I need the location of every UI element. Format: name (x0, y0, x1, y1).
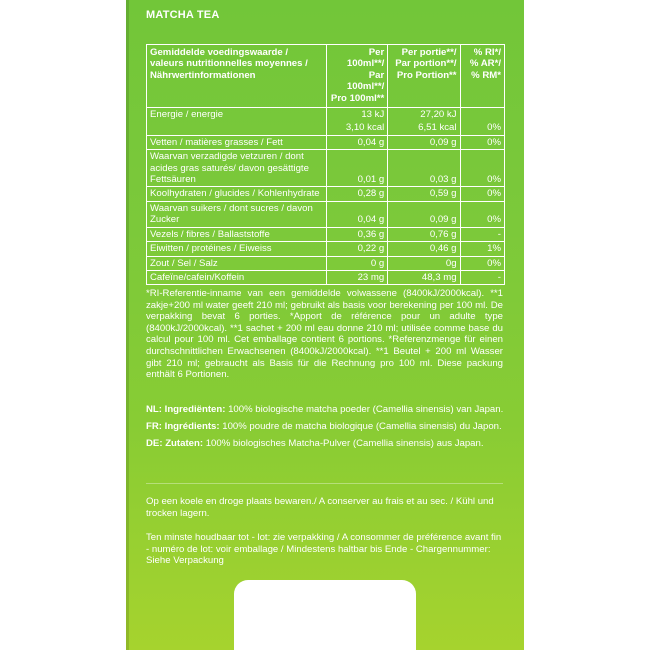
ingredients-nl-label: NL: Ingrediënten: (146, 404, 226, 415)
value-reference-intake: 0% (460, 135, 504, 149)
value-reference-intake: 0% (460, 256, 504, 270)
value-per-portion: 0g (388, 256, 460, 270)
value-per-100ml: 0,22 g (326, 242, 387, 256)
nutrient-name: Zout / Sel / Salz (150, 257, 218, 269)
nutrition-table (147, 45, 504, 285)
value-reference-intake: 1% (460, 242, 504, 256)
value-reference-intake: 0% (460, 150, 504, 187)
value-reference-intake (460, 108, 504, 122)
value-per-portion: 0,03 g (388, 150, 460, 187)
ingredients-fr (146, 421, 506, 433)
nutrient-name: Koolhydraten / glucides / Kohlenhydrate (150, 188, 320, 200)
nutrition-row (147, 201, 504, 227)
nutrition-row (147, 135, 504, 149)
value-per-100ml: 0,36 g (326, 227, 387, 241)
ingredients-fr-text: 100% poudre de matcha biologique (Camellia sinensis) du Japon. (219, 421, 502, 432)
header-nutrient: Gemiddelde voedingswaarde / valeurs nutritionnelles moyennes / Nährwertinformationen (147, 45, 326, 108)
nutrition-table-container (146, 44, 505, 285)
value-per-portion: 0,09 g (388, 135, 460, 149)
ingredients-de (146, 438, 506, 450)
nutrition-row (147, 256, 504, 270)
ingredients-de-text: 100% biologisches Matcha-Pulver (Camellia sinensis) aus Japan. (203, 438, 484, 449)
value-per-portion: 6,51 kcal (388, 121, 460, 135)
storage-instructions: Op een koele en droge plaats bewaren./ A conserver au frais et au sec. / Kühl und trocken lagern. (146, 496, 494, 519)
ingredients-fr-label: FR: Ingrédients: (146, 421, 220, 432)
nutrition-row (147, 242, 504, 256)
nutrition-row (147, 270, 504, 284)
nutrient-name: Vetten / matières grasses / Fett (150, 136, 283, 148)
value-per-portion: 48,3 mg (388, 270, 460, 284)
nutrition-row (147, 121, 504, 135)
header-per-100ml: Per 100ml**/ Par 100ml**/ Pro 100ml** (326, 45, 387, 108)
header-per-portion: Per portie**/ Par portion**/ Pro Portion** (388, 45, 460, 108)
best-before-info: Ten minste houdbaar tot - lot: zie verpakking / A consommer de préférence avant fin - numéro de lot: voir emballage / Mindestens haltbar bis Ende - Chargennummer: Siehe Verpackung (146, 532, 502, 567)
reference-intake-footnote: *RI-Referentie-inname van een gemiddelde volwassene (8400kJ/2000kcal). **1 zakje+200 ml water geeft 210 ml; gebruikt als basis voor berekening per 100 ml. De verpakking bevat 6 porties. *Apport de référence pour un adulte type (8400kJ/2000kcal). **1 sachet + 200 ml eau donne 210 ml; utilisée comme base du calcul pour 100 ml. Cet emballage contient 6 portions. *Referenzmenge für einen durchschnittlichen Erwachsenen (8400kJ/2000kcal). **1 Beutel + 200 ml Wasser gibt 210 ml; gebraucht als Basis für die Rechnung pro 100 ml. Diese packung enthält 6 Portionen. (146, 288, 503, 381)
ingredients-nl (146, 404, 506, 416)
value-per-100ml: 0,04 g (326, 201, 387, 227)
nutrition-row (147, 187, 504, 201)
nutrient-name: Cafeïne/cafein/Koffein (150, 271, 245, 283)
product-label-panel (126, 0, 524, 650)
section-divider (146, 483, 503, 484)
nutrition-table-header-row (147, 45, 504, 108)
header-reference-intake: % RI*/ % AR*/ % RM* (460, 45, 504, 108)
value-reference-intake: - (460, 227, 504, 241)
value-reference-intake: 0% (460, 121, 504, 135)
nutrient-name: Eiwitten / protéines / Eiweiss (150, 243, 272, 255)
nutrient-name: Energie / energie (150, 109, 224, 121)
value-reference-intake: 0% (460, 187, 504, 201)
value-per-portion: 27,20 kJ (388, 108, 460, 122)
batch-label-area (234, 580, 416, 650)
value-per-portion: 0,76 g (388, 227, 460, 241)
value-per-portion: 0,59 g (388, 187, 460, 201)
value-per-100ml: 23 mg (326, 270, 387, 284)
ingredients-de-label: DE: Zutaten: (146, 438, 204, 449)
nutrition-table-body (147, 108, 504, 285)
nutrient-name: Waarvan suikers / dont sucres / davon Zucker (150, 202, 313, 226)
value-per-100ml: 3,10 kcal (326, 121, 387, 135)
ingredients-nl-text: 100% biologische matcha poeder (Camellia sinensis) van Japan. (225, 404, 504, 415)
value-per-100ml: 0,28 g (326, 187, 387, 201)
product-title: MATCHA TEA (146, 9, 220, 21)
nutrient-name: Vezels / fibres / Ballaststoffe (150, 228, 270, 240)
value-per-portion: 0,09 g (388, 201, 460, 227)
nutrient-name (147, 121, 326, 135)
nutrition-row (147, 227, 504, 241)
value-reference-intake: 0% (460, 201, 504, 227)
nutrition-row (147, 108, 504, 122)
value-reference-intake: - (460, 270, 504, 284)
value-per-100ml: 0,04 g (326, 135, 387, 149)
value-per-portion: 0,46 g (388, 242, 460, 256)
value-per-100ml: 13 kJ (326, 108, 387, 122)
nutrient-name: Waarvan verzadigde vetzuren / dont acides gras saturés/ davon gesättigte Fettsäuren (150, 151, 309, 186)
nutrition-row (147, 150, 504, 187)
value-per-100ml: 0,01 g (326, 150, 387, 187)
value-per-100ml: 0 g (326, 256, 387, 270)
